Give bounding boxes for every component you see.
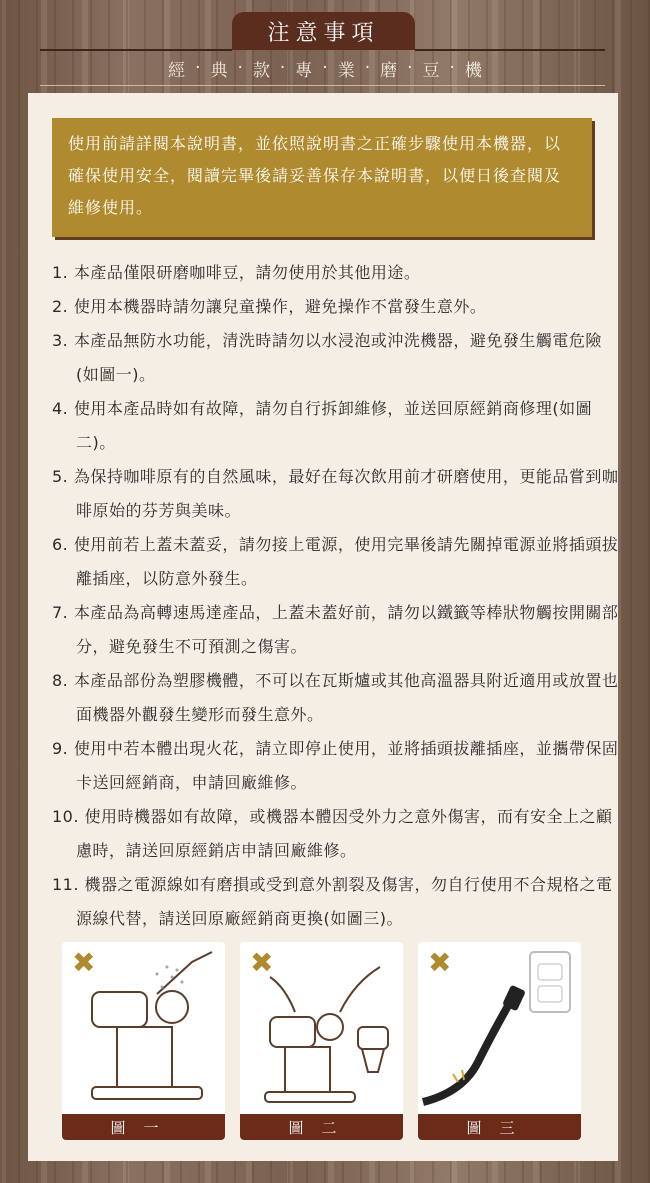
header — [0, 0, 650, 90]
water-spray-icon — [156, 966, 184, 989]
list-item: 6. 使用前若上蓋未蓋妥，請勿接上電源，使用完畢後請先關掉電源並將插頭拔離插座，以防意外發生。 — [52, 535, 619, 588]
figure-row — [62, 942, 582, 1142]
precaution-list — [52, 256, 622, 936]
grinder-disassembly-illustration — [240, 942, 403, 1118]
figure-1 — [62, 942, 225, 1137]
list-item: 3. 本產品無防水功能，清洗時請勿以水浸泡或沖洗機器，避免發生觸電危險(如圖一)。 — [52, 331, 602, 384]
list-item: 1. 本產品僅限研磨咖啡豆，請勿使用於其他用途。 — [52, 263, 421, 282]
damaged-power-cord-illustration — [418, 942, 581, 1118]
list-item: 9. 使用中若本體出現火花，請立即停止使用，並將插頭拔離插座，並攜帶保固卡送回經銷商，申請回廠維修。 — [52, 739, 619, 792]
list-item: 4. 使用本產品時如有故障，請勿自行拆卸維修，並送回原經銷商修理(如圖二)。 — [52, 399, 593, 452]
figure-2 — [240, 942, 403, 1137]
subtitle-char: 機 — [464, 60, 482, 81]
figure-caption: 圖一 — [62, 1114, 225, 1140]
page-subtitle: 經 · 典 · 款 · 專 · 業 · 磨 · 豆 · 機 — [40, 52, 610, 84]
figure-3 — [418, 942, 581, 1137]
list-item: 8. 本產品部份為塑膠機體，不可以在瓦斯爐或其他高溫器具附近適用或放置也面機器外觀發生變形而發生意外。 — [52, 671, 619, 724]
subtitle-char: 業 — [337, 60, 355, 81]
subtitle-char: 專 — [295, 60, 313, 81]
subtitle-char: 磨 — [380, 60, 398, 81]
header-rule-left — [40, 49, 232, 51]
power-cord-icon — [423, 997, 513, 1102]
prohibited-icon: ✖ — [72, 946, 96, 979]
page-title: 注意事項 — [232, 12, 415, 50]
list-item: 2. 使用本機器時請勿讓兒童操作，避免操作不當發生意外。 — [52, 297, 487, 316]
subtitle-char: 經 — [168, 60, 186, 81]
subtitle-char: 豆 — [422, 60, 440, 81]
prohibited-icon: ✖ — [250, 946, 274, 979]
list-item: 5. 為保持咖啡原有的自然風味，最好在每次飲用前才研磨使用，更能品嘗到咖啡原始的芬芳與美味。 — [52, 467, 619, 520]
list-item: 11. 機器之電源線如有磨損或受到意外割裂及傷害，勿自行使用不合規格之電源線代替，請送回原廠經銷商更換(如圖三)。 — [52, 875, 613, 928]
grinder-water-spray-illustration — [62, 942, 225, 1118]
figure-caption: 圖二 — [240, 1114, 403, 1140]
prohibited-icon: ✖ — [428, 946, 452, 979]
list-item: 7. 本產品為高轉速馬達產品，上蓋未蓋好前，請勿以鐵籤等棒狀物觸按開關部分，避免發生不可預測之傷害。 — [52, 603, 619, 656]
wall-outlet-icon — [530, 952, 570, 1012]
figure-caption: 圖三 — [418, 1114, 581, 1140]
header-rule-right — [415, 49, 605, 51]
subtitle-char: 典 — [210, 60, 228, 81]
intro-notice: 使用前請詳閱本說明書，並依照說明書之正確步驟使用本機器，以確保使用安全，閱讀完畢後請妥善保存本說明書，以便日後查閱及維修使用。 — [52, 118, 592, 237]
subtitle-char: 款 — [252, 60, 270, 81]
list-item: 10. 使用時機器如有故障，或機器本體因受外力之意外傷害，而有安全上之顧慮時，請送回原經銷店申請回廠維修。 — [52, 807, 613, 860]
header-rule-bottom — [40, 85, 605, 86]
